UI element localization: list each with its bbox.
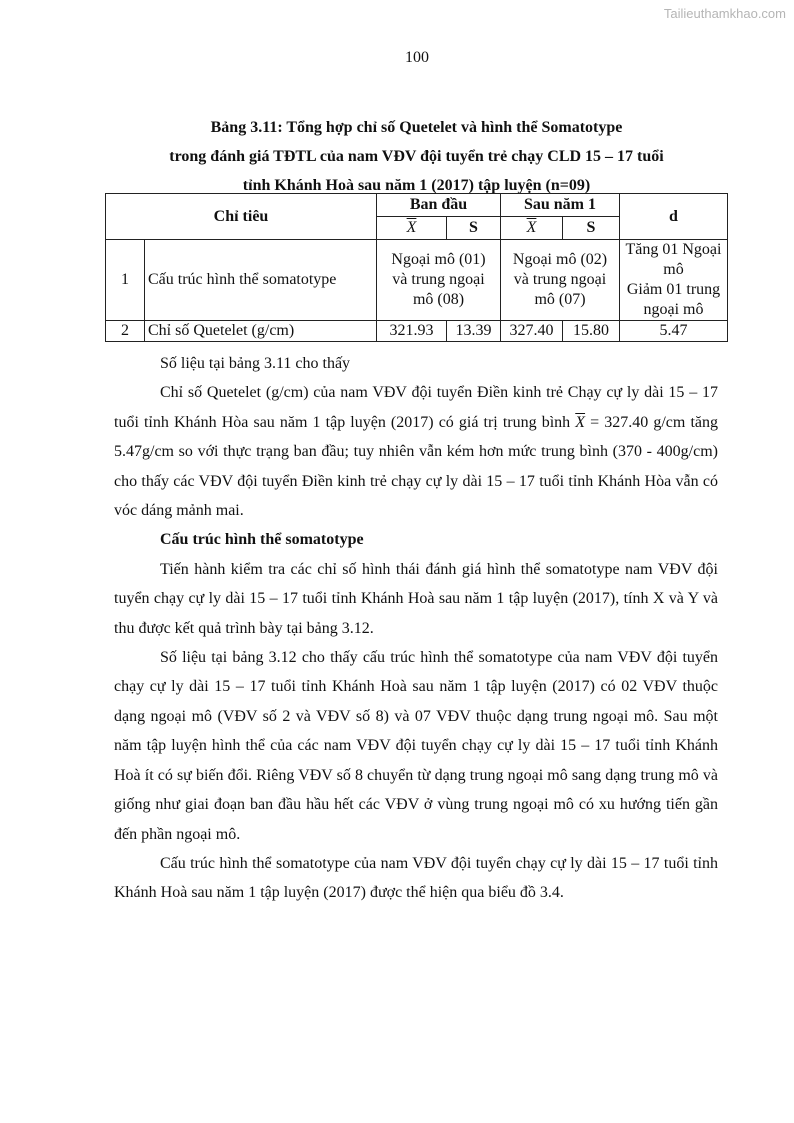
cell-line: Tăng 01 Ngoại [625,241,722,258]
cell-line: Ngoại mô (02) [512,251,608,268]
cell-line: và trung ngoại [513,271,607,288]
baseline-mean-value: 321.93 [377,321,447,342]
paragraph-2-part-b: = 327.40 g/cm tăng 5.47g/cm so với thực trạng ban đầu; tuy nhiên vẫn kém hơn mức trung bình (370 - 400g/cm) cho thấy các VĐV đội tuyển Điền kinh trẻ chạy cự ly dài 15 – 17 tuổi tỉnh Khánh Hòa vẫn có vóc dáng mảnh mai. [114,413,718,520]
header-d: d [620,194,728,240]
row-indicator: Chỉ số Quetelet (g/cm) [145,321,377,342]
data-table [105,193,728,342]
after-mean-value: 327.40 [501,321,563,342]
table-row [106,240,728,321]
paragraph-2-part-a: Chỉ số Quetelet (g/cm) của nam VĐV đội tuyển Điền kinh trẻ Chạy cự ly dài 15 – 17 tuổi tỉnh Khánh Hòa sau năm 1 tập luyện (2017) có giá trị trung bình [114,384,718,431]
paragraph-3: Tiến hành kiểm tra các chỉ số hình thái đánh giá hình thể somatotype nam VĐV đội tuyển chạy cự ly dài 15 – 17 tuổi tỉnh Khánh Hoà sau năm 1 tập luyện (2017), tính X và Y và thu được kết quả trình bày tại bảng 3.12. [114,560,718,637]
paragraph-4: Số liệu tại bảng 3.12 cho thấy cấu trúc hình thể somatotype của nam VĐV đội tuyển chạy cự ly dài 15 – 17 tuổi tỉnh Khánh Hoà sau năm 1 tập luyện (2017) có 02 VĐV thuộc dạng ngoại mô (VĐV số 2 và VĐV số 8) và 07 VĐV thuộc dạng trung ngoại mô. Sau một năm tập luyện hình thể của các nam VĐV đội tuyển chạy cự ly dài 15 – 17 tuổi tỉnh Khánh Hoà ít có sự biến đổi. Riêng VĐV số 8 chuyển từ dạng trung ngoại mô sang dạng trung mô và giống như giai đoạn ban đầu hầu hết các VĐV ở vùng trung ngoại mô có xu hướng tiến gần đến phần ngoại mô. [114,649,718,843]
header-after-sd: S [563,217,620,240]
row-indicator: Cấu trúc hình thể somatotype [145,240,377,321]
watermark: Tailieuthamkhao.com [663,6,786,21]
paragraph-5: Cấu trúc hình thể somatotype của nam VĐV đội tuyển chạy cự ly dài 15 – 17 tuổi tỉnh Khánh Hoà sau năm 1 tập luyện (2017) được thể hiện qua biểu đồ 3.4. [114,854,718,902]
cell-line: Giảm 01 trung [626,281,721,298]
header-after-year-1: Sau năm 1 [501,194,620,217]
page-number: 100 [405,49,429,66]
mean-symbol: $\overline{X}$ [526,219,537,236]
section-heading: Cấu trúc hình thể somatotype [160,531,364,549]
row-number: 2 [106,321,145,342]
cell-line: Ngoại mô (01) [391,251,486,268]
caption-line-2: trong đánh giá TĐTL của nam VĐV đội tuyển trẻ chạy CLD 15 – 17 tuổi [169,148,664,165]
mean-symbol: $\overline{X}$ [575,413,586,431]
header-baseline: Ban đầu [377,194,501,217]
header-baseline-sd: S [447,217,501,240]
cell-line: mô [663,261,684,278]
baseline-sd-value: 13.39 [447,321,501,342]
d-value: 5.47 [620,321,728,342]
row-number: 1 [106,240,145,321]
cell-line: ngoại mô [643,301,704,318]
header-after-mean [501,217,563,240]
header-indicator: Chỉ tiêu [106,194,377,240]
caption-line-1: Bảng 3.11: Tổng hợp chỉ số Quetelet và hình thể Somatotype [210,119,623,136]
table-row [106,321,728,342]
table-caption [108,113,725,200]
cell-line: mô (07) [534,291,586,308]
paragraph-2 [114,378,718,525]
baseline-somatotype [377,240,501,321]
paragraph-1: Số liệu tại bảng 3.11 cho thấy [160,355,351,372]
cell-line: và trung ngoại [392,271,485,288]
body-text [114,349,718,908]
after-somatotype [501,240,620,321]
caption-line-3: tỉnh Khánh Hoà sau năm 1 (2017) tập luyện (n=09) [242,177,591,194]
after-sd-value: 15.80 [563,321,620,342]
d-somatotype [620,240,728,321]
mean-symbol: $\overline{X}$ [406,219,417,236]
cell-line: mô (08) [412,291,465,308]
header-baseline-mean [377,217,447,240]
